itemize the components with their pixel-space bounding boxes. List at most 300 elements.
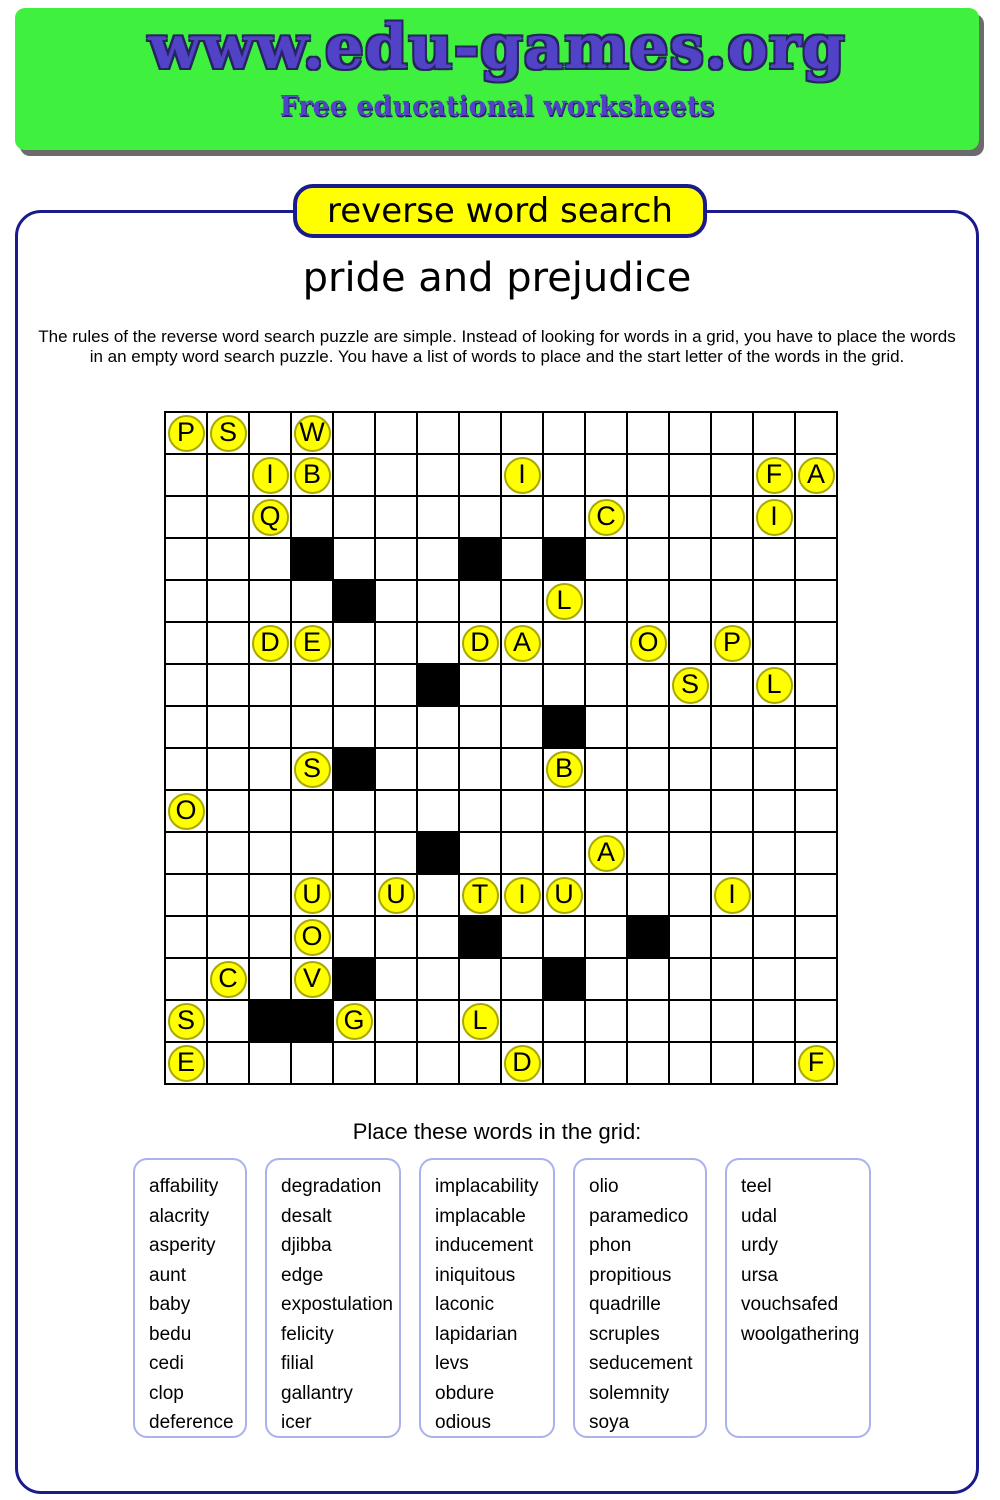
- grid-cell: [544, 917, 586, 959]
- grid-cell: [250, 707, 292, 749]
- grid-cell: [586, 1001, 628, 1043]
- word-list-item: felicity: [281, 1323, 334, 1345]
- grid-cell: [502, 539, 544, 581]
- word-list-item: edge: [281, 1264, 324, 1286]
- start-letter-circle: O: [168, 793, 205, 830]
- grid-cell: [208, 623, 250, 665]
- grid-cell: [334, 791, 376, 833]
- grid-cell: [586, 959, 628, 1001]
- grid-cell: [208, 455, 250, 497]
- word-list-item: urdy: [741, 1235, 778, 1256]
- grid-cell: [670, 539, 712, 581]
- grid-cell: [166, 1001, 208, 1043]
- grid-cell: [586, 455, 628, 497]
- grid-cell: [628, 875, 670, 917]
- grid-cell: [754, 539, 796, 581]
- word-list-box: [265, 1158, 401, 1438]
- grid-cell: [250, 791, 292, 833]
- start-letter-circle: B: [294, 457, 331, 494]
- grid-cell: [586, 875, 628, 917]
- puzzle-title: pride and prejudice: [302, 255, 692, 301]
- start-letter-circle: U: [378, 877, 415, 914]
- grid-cell-black: [628, 917, 670, 959]
- word-list-item: bedu: [149, 1323, 192, 1345]
- grid-cell-black: [544, 959, 586, 1001]
- grid-cell: [250, 497, 292, 539]
- word-list-item: implacability: [435, 1176, 539, 1197]
- grid-cell: [502, 875, 544, 917]
- word-list-item: levs: [435, 1353, 469, 1374]
- grid-cell-black: [544, 707, 586, 749]
- grid-cell: [460, 833, 502, 875]
- grid-cell: [208, 539, 250, 581]
- grid-cell: [418, 539, 460, 581]
- grid-cell: [628, 959, 670, 1001]
- grid-cell: [670, 413, 712, 455]
- grid-cell: [460, 1043, 502, 1085]
- start-letter-circle: D: [252, 625, 289, 662]
- puzzle-type-badge: [293, 184, 707, 238]
- word-list-item: teel: [741, 1176, 772, 1197]
- grid-cell: [418, 875, 460, 917]
- word-list-item: udal: [741, 1205, 777, 1227]
- grid-cell-black: [334, 581, 376, 623]
- start-letter-circle: B: [546, 751, 583, 788]
- grid-cell: [502, 959, 544, 1001]
- grid-cell: [586, 539, 628, 581]
- grid-cell: [334, 1001, 376, 1043]
- start-letter-circle: L: [756, 667, 793, 704]
- grid-cell: [460, 413, 502, 455]
- grid-cell: [334, 917, 376, 959]
- start-letter-circle: F: [798, 1045, 835, 1082]
- start-letter-circle: D: [504, 1045, 541, 1082]
- grid-cell: [334, 497, 376, 539]
- grid-cell: [544, 581, 586, 623]
- site-banner: [15, 8, 979, 150]
- start-letter-circle: F: [756, 457, 793, 494]
- grid-cell-black: [292, 1001, 334, 1043]
- start-letter-circle: A: [588, 835, 625, 872]
- grid-cell-black: [418, 665, 460, 707]
- grid-cell: [208, 1001, 250, 1043]
- grid-cell: [502, 707, 544, 749]
- grid-cell: [628, 1001, 670, 1043]
- grid-cell: [208, 791, 250, 833]
- grid-cell: [334, 413, 376, 455]
- grid-cell: [670, 623, 712, 665]
- grid-cell: [334, 455, 376, 497]
- grid-cell: [292, 497, 334, 539]
- word-list-item: lapidarian: [435, 1323, 518, 1345]
- grid-cell: [334, 623, 376, 665]
- grid-cell: [628, 1043, 670, 1085]
- grid-cell: [460, 497, 502, 539]
- rules-text: The rules of the reverse word search puzzle are simple. Instead of looking for words in a grid, you have to place the words in an empty word search puzzle. You have a list of words to place and the start letter of the words in the grid.: [38, 327, 956, 366]
- grid-cell: [376, 581, 418, 623]
- grid-cell: [292, 413, 334, 455]
- grid-cell: [208, 413, 250, 455]
- word-list-item: propitious: [589, 1264, 672, 1286]
- grid-cell: [628, 749, 670, 791]
- grid-cell: [712, 539, 754, 581]
- grid-cell: [502, 623, 544, 665]
- word-list-box: [419, 1158, 555, 1438]
- word-list-item: vouchsafed: [741, 1294, 839, 1315]
- site-url: www.edu-games.org: [148, 12, 846, 83]
- grid-cell: [208, 707, 250, 749]
- puzzle-type-label: reverse word search: [327, 191, 673, 231]
- grid-cell-black: [418, 833, 460, 875]
- grid-cell: [712, 833, 754, 875]
- grid-cell: [208, 1043, 250, 1085]
- grid-cell: [628, 623, 670, 665]
- grid-cell: [796, 875, 838, 917]
- word-list-item: baby: [149, 1294, 191, 1315]
- grid-cell: [670, 875, 712, 917]
- grid-cell: [376, 833, 418, 875]
- grid-cell: [460, 455, 502, 497]
- grid-cell: [754, 959, 796, 1001]
- start-letter-circle: D: [462, 625, 499, 662]
- grid-cell: [460, 875, 502, 917]
- grid-cell: [208, 959, 250, 1001]
- grid-cell: [418, 413, 460, 455]
- grid-cell: [754, 1043, 796, 1085]
- grid-cell: [166, 917, 208, 959]
- word-list-item: filial: [281, 1353, 314, 1374]
- grid-cell: [418, 959, 460, 1001]
- grid-cell: [544, 875, 586, 917]
- word-list-item: quadrille: [589, 1294, 661, 1315]
- grid-cell: [712, 1001, 754, 1043]
- grid-cell: [754, 875, 796, 917]
- grid-cell: [544, 749, 586, 791]
- grid-cell-black: [334, 959, 376, 1001]
- grid-cell: [502, 791, 544, 833]
- grid-cell: [502, 917, 544, 959]
- grid-cell: [376, 539, 418, 581]
- grid-cell: [376, 1001, 418, 1043]
- start-letter-circle: S: [210, 415, 247, 452]
- word-list-item: solemnity: [589, 1382, 670, 1404]
- grid-cell: [628, 833, 670, 875]
- grid-cell: [376, 707, 418, 749]
- start-letter-circle: I: [504, 457, 541, 494]
- grid-cell-black: [460, 917, 502, 959]
- grid-cell: [166, 413, 208, 455]
- grid-cell: [544, 791, 586, 833]
- grid-cell: [460, 623, 502, 665]
- word-list-item: odious: [435, 1412, 491, 1433]
- grid-cell: [166, 497, 208, 539]
- start-letter-circle: E: [168, 1045, 205, 1082]
- word-list-item: clop: [149, 1382, 184, 1404]
- grid-cell: [334, 1043, 376, 1085]
- grid-cell: [796, 413, 838, 455]
- grid-cell: [292, 917, 334, 959]
- grid-cell: [586, 749, 628, 791]
- grid-cell: [586, 791, 628, 833]
- grid-cell: [544, 665, 586, 707]
- start-letter-circle: S: [168, 1003, 205, 1040]
- grid-cell: [418, 497, 460, 539]
- puzzle-grid: [164, 411, 838, 1085]
- start-letter-circle: V: [294, 961, 331, 998]
- grid-cell: [376, 917, 418, 959]
- grid-cell: [670, 1043, 712, 1085]
- grid-cell: [418, 791, 460, 833]
- grid-cell: [712, 413, 754, 455]
- grid-cell-black: [334, 749, 376, 791]
- grid-cell: [712, 959, 754, 1001]
- grid-cell: [796, 833, 838, 875]
- grid-cell-black: [544, 539, 586, 581]
- grid-cell: [796, 1001, 838, 1043]
- start-letter-circle: L: [462, 1003, 499, 1040]
- grid-cell: [250, 581, 292, 623]
- grid-cell: [418, 455, 460, 497]
- grid-cell: [586, 665, 628, 707]
- grid-cell: [502, 497, 544, 539]
- word-list-item: aunt: [149, 1264, 186, 1286]
- grid-cell: [586, 413, 628, 455]
- word-list-item: iniquitous: [435, 1264, 516, 1286]
- grid-cell: [376, 749, 418, 791]
- grid-cell: [292, 455, 334, 497]
- grid-cell: [460, 1001, 502, 1043]
- start-letter-circle: A: [504, 625, 541, 662]
- grid-cell: [712, 917, 754, 959]
- grid-cell: [292, 749, 334, 791]
- grid-cell: [754, 665, 796, 707]
- grid-cell: [250, 833, 292, 875]
- word-list-item: obdure: [435, 1382, 495, 1404]
- start-letter-circle: O: [630, 625, 667, 662]
- word-list-item: affability: [149, 1176, 219, 1197]
- grid-cell: [754, 791, 796, 833]
- grid-cell: [376, 1043, 418, 1085]
- grid-cell: [166, 707, 208, 749]
- grid-cell: [502, 1043, 544, 1085]
- grid-cell: [712, 581, 754, 623]
- word-list-item: scruples: [589, 1323, 660, 1345]
- grid-cell: [208, 749, 250, 791]
- grid-cell: [712, 875, 754, 917]
- grid-cell: [460, 749, 502, 791]
- grid-cell: [628, 497, 670, 539]
- grid-cell: [670, 1001, 712, 1043]
- start-letter-circle: E: [294, 625, 331, 662]
- grid-cell: [544, 455, 586, 497]
- word-list-item: degradation: [281, 1176, 382, 1197]
- grid-cell: [334, 833, 376, 875]
- grid-cell: [586, 581, 628, 623]
- grid-cell: [418, 1043, 460, 1085]
- grid-cell: [250, 959, 292, 1001]
- word-lists: [133, 1158, 871, 1438]
- grid-cell: [586, 623, 628, 665]
- word-list-box: [725, 1158, 871, 1438]
- grid-cell: [586, 707, 628, 749]
- grid-cell: [754, 1001, 796, 1043]
- start-letter-circle: U: [546, 877, 583, 914]
- start-letter-circle: A: [798, 457, 835, 494]
- start-letter-circle: T: [462, 877, 499, 914]
- grid-cell: [670, 665, 712, 707]
- start-letter-circle: Q: [252, 499, 289, 536]
- grid-cell: [376, 791, 418, 833]
- grid-cell: [166, 749, 208, 791]
- grid-cell: [250, 539, 292, 581]
- grid-cell: [250, 413, 292, 455]
- grid-cell: [334, 707, 376, 749]
- grid-cell: [502, 833, 544, 875]
- grid-cell: [460, 707, 502, 749]
- grid-cell: [628, 791, 670, 833]
- site-tagline: Free educational worksheets: [279, 91, 715, 122]
- grid-cell: [754, 833, 796, 875]
- grid-cell: [376, 875, 418, 917]
- grid-cell: [208, 875, 250, 917]
- grid-cell: [712, 497, 754, 539]
- start-letter-circle: O: [294, 919, 331, 956]
- grid-cell: [628, 413, 670, 455]
- grid-cell: [544, 833, 586, 875]
- grid-cell: [796, 749, 838, 791]
- grid-cell: [460, 665, 502, 707]
- grid-cell: [460, 581, 502, 623]
- start-letter-circle: C: [210, 961, 247, 998]
- word-list-item: icer: [281, 1412, 312, 1433]
- grid-cell: [754, 623, 796, 665]
- grid-cell: [544, 1043, 586, 1085]
- grid-cell: [670, 455, 712, 497]
- grid-cell: [334, 875, 376, 917]
- word-list-box: [573, 1158, 707, 1438]
- grid-cell: [754, 917, 796, 959]
- grid-cell: [712, 791, 754, 833]
- grid-cell: [712, 455, 754, 497]
- word-list-item: desalt: [281, 1205, 332, 1227]
- word-list-item: djibba: [281, 1235, 332, 1256]
- grid-cell: [166, 539, 208, 581]
- word-list-item: laconic: [435, 1294, 495, 1315]
- grid-cell: [208, 917, 250, 959]
- grid-cell: [796, 539, 838, 581]
- grid-cell: [376, 959, 418, 1001]
- grid-cell: [250, 665, 292, 707]
- grid-cell: [460, 959, 502, 1001]
- grid-cell: [376, 665, 418, 707]
- grid-cell: [166, 1043, 208, 1085]
- grid-cell: [292, 623, 334, 665]
- grid-cell: [418, 707, 460, 749]
- grid-cell: [292, 833, 334, 875]
- grid-cell: [544, 623, 586, 665]
- word-list-item: gallantry: [281, 1382, 353, 1404]
- grid-cell: [418, 1001, 460, 1043]
- grid-cell: [334, 665, 376, 707]
- grid-cell: [208, 665, 250, 707]
- word-list-item: alacrity: [149, 1205, 210, 1227]
- grid-cell: [376, 497, 418, 539]
- grid-cell: [292, 581, 334, 623]
- grid-cell: [292, 665, 334, 707]
- word-list-item: implacable: [435, 1205, 526, 1227]
- grid-cell: [166, 623, 208, 665]
- grid-cell: [502, 455, 544, 497]
- grid-cell: [628, 665, 670, 707]
- grid-cell: [208, 581, 250, 623]
- grid-cell: [796, 455, 838, 497]
- grid-cell: [460, 791, 502, 833]
- grid-cell: [418, 581, 460, 623]
- start-letter-circle: C: [588, 499, 625, 536]
- grid-cell: [208, 497, 250, 539]
- grid-cell: [670, 791, 712, 833]
- word-list-item: ursa: [741, 1264, 778, 1286]
- start-letter-circle: U: [294, 877, 331, 914]
- grid-cell: [586, 497, 628, 539]
- start-letter-circle: P: [168, 415, 205, 452]
- grid-cell: [376, 455, 418, 497]
- start-letter-circle: S: [294, 751, 331, 788]
- grid-cell: [628, 707, 670, 749]
- grid-cell: [670, 749, 712, 791]
- grid-cell: [670, 959, 712, 1001]
- grid-cell: [544, 497, 586, 539]
- grid-cell: [544, 413, 586, 455]
- grid-cell-black: [292, 539, 334, 581]
- start-letter-circle: W: [294, 415, 331, 452]
- word-list-item: olio: [589, 1176, 619, 1197]
- grid-cell: [250, 1043, 292, 1085]
- word-list-item: phon: [589, 1235, 632, 1256]
- start-letter-circle: I: [714, 877, 751, 914]
- grid-cell: [418, 623, 460, 665]
- word-list-item: soya: [589, 1412, 630, 1433]
- grid-cell: [292, 875, 334, 917]
- grid-cell: [796, 623, 838, 665]
- grid-cell: [796, 959, 838, 1001]
- grid-cell: [628, 539, 670, 581]
- worksheet-card: [15, 210, 979, 1494]
- grid-cell: [754, 707, 796, 749]
- grid-cell: [796, 665, 838, 707]
- grid-cell: [250, 623, 292, 665]
- grid-cell: [628, 455, 670, 497]
- instruction-text: Place these words in the grid:: [352, 1119, 642, 1144]
- grid-cell: [250, 875, 292, 917]
- grid-cell: [754, 581, 796, 623]
- grid-cell: [796, 791, 838, 833]
- grid-cell: [754, 497, 796, 539]
- word-list-item: cedi: [149, 1353, 184, 1374]
- grid-cell: [166, 959, 208, 1001]
- grid-cell: [292, 707, 334, 749]
- word-list-item: paramedico: [589, 1205, 689, 1227]
- word-list-item: expostulation: [281, 1294, 393, 1315]
- grid-cell: [586, 1043, 628, 1085]
- grid-cell: [712, 665, 754, 707]
- start-letter-circle: I: [504, 877, 541, 914]
- grid-cell: [166, 875, 208, 917]
- grid-cell: [670, 707, 712, 749]
- grid-cell: [376, 413, 418, 455]
- grid-cell: [544, 1001, 586, 1043]
- grid-cell: [334, 539, 376, 581]
